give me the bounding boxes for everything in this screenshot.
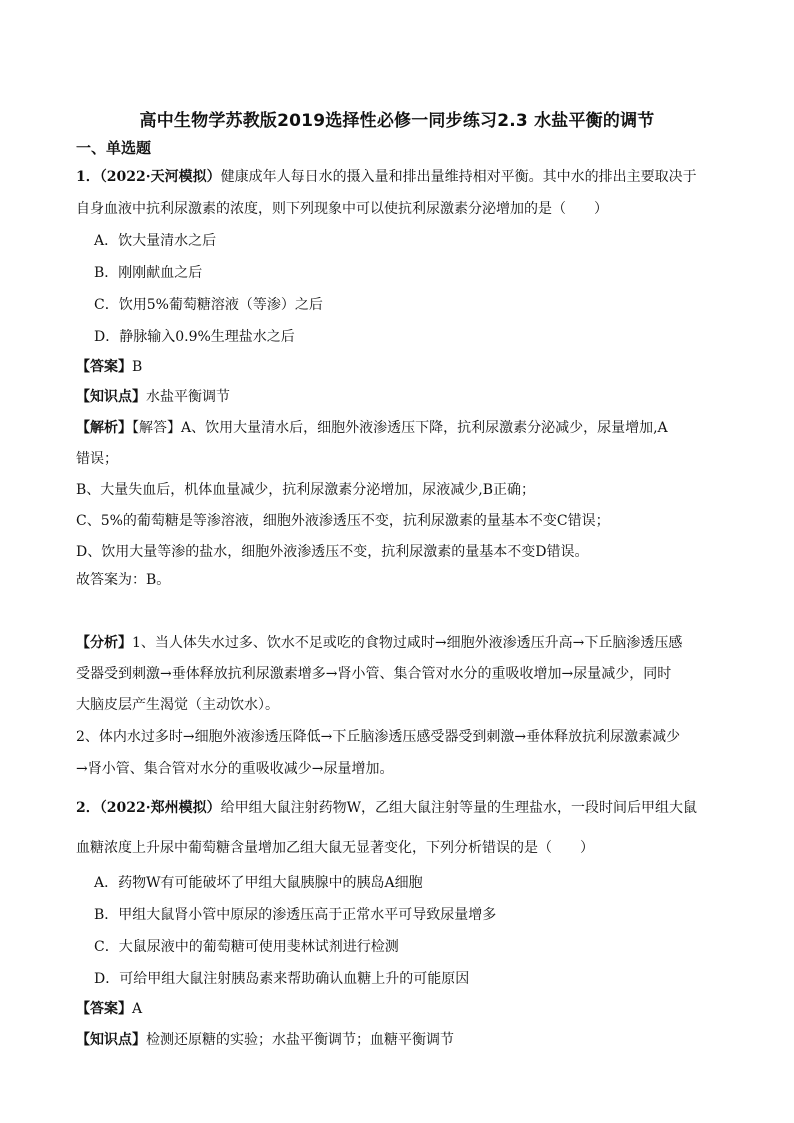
q2-answer-tag: 【答案】 xyxy=(76,1001,132,1017)
q1-stem-line2: 自身血液中抗利尿激素的浓度，则下列现象中可以使抗利尿激素分泌增加的是（ ） xyxy=(76,201,608,217)
q1-number: 1． xyxy=(76,169,100,185)
q1-option-d: D．静脉输入0.9%生理盐水之后 xyxy=(94,329,295,345)
q1-option-b: B．刚刚献血之后 xyxy=(94,265,203,281)
q2-option-c: C．大鼠尿液中的葡萄糖可使用斐林试剂进行检测 xyxy=(94,939,399,955)
q1-stem-line1 xyxy=(76,166,697,186)
q1-analysis-line3: B、大量失血后，机体血量减少，抗利尿激素分泌增加，尿液减少,B正确； xyxy=(76,482,536,498)
q2-answer: A xyxy=(132,1001,143,1017)
q1-knowledge-tag: 【知识点】 xyxy=(76,389,146,405)
q1-analysis-tag: 【解析】 xyxy=(76,420,132,436)
q1-fenxi-line3: 大脑皮层产生渴觉（主动饮水）。 xyxy=(76,697,279,713)
q1-source: （2022·天河模拟） xyxy=(99,169,221,185)
q1-analysis-line5: D、饮用大量等渗的盐水，细胞外液渗透压不变，抗利尿激素的量基本不变D错误。 xyxy=(76,544,589,560)
q1-analysis-line4: C、5%的葡萄糖是等渗溶液，细胞外液渗透压不变，抗利尿激素的量基本不变C错误； xyxy=(76,513,610,529)
q1-analysis-line6: 故答案为：B。 xyxy=(76,572,171,588)
q1-answer-tag: 【答案】 xyxy=(76,359,132,375)
q1-fenxi-tag: 【分析】 xyxy=(76,635,132,651)
section-header: 一、单选题 xyxy=(76,139,152,157)
q2-option-d: D．可给甲组大鼠注射胰岛素来帮助确认血糖上升的可能原因 xyxy=(94,971,470,987)
q1-fenxi-line1 xyxy=(76,632,682,652)
q1-fenxi-line4: 2、体内水过多时→细胞外液渗透压降低→下丘脑渗透压感受器受到刺激→垂体释放抗利尿激素减少 xyxy=(76,729,681,745)
q2-option-b: B．甲组大鼠肾小管中原尿的渗透压高于正常水平可导致尿量增多 xyxy=(94,907,497,923)
q1-knowledge: 水盐平衡调节 xyxy=(146,389,230,405)
q1-stem-text1: 健康成年人每日水的摄入量和排出量维持相对平衡。其中水的排出主要取决于 xyxy=(220,169,697,185)
q2-stem-line1 xyxy=(76,797,697,817)
document-title: 高中生物学苏教版2019选择性必修一同步练习2.3 水盐平衡的调节 xyxy=(139,111,655,131)
q1-knowledge-line xyxy=(76,386,230,406)
q1-analysis-line1 xyxy=(76,417,668,437)
q1-analysis-line2: 错误； xyxy=(76,451,118,467)
q1-analysis-text1: 【解答】A、饮用大量清水后，细胞外液渗透压下降，抗利尿激素分泌减少，尿量增加,A xyxy=(132,420,668,436)
q2-stem-text1: 给甲组大鼠注射药物W，乙组大鼠注射等量的生理盐水，一段时间后甲组大鼠 xyxy=(220,800,697,816)
q1-answer: B xyxy=(132,359,143,375)
q1-option-a: A．饮大量清水之后 xyxy=(94,233,217,249)
q2-option-a: A．药物W有可能破坏了甲组大鼠胰腺中的胰岛A细胞 xyxy=(94,875,423,891)
q1-answer-line xyxy=(76,356,142,376)
q2-knowledge-line xyxy=(76,1029,454,1049)
q1-fenxi-line5: →肾小管、集合管对水分的重吸收减少→尿量增加。 xyxy=(76,761,394,777)
q2-stem-line2: 血糖浓度上升尿中葡萄糖含量增加乙组大鼠无显著变化，下列分析错误的是（ ） xyxy=(76,840,594,856)
q1-option-c: C．饮用5%葡萄糖溶液（等渗）之后 xyxy=(94,297,323,313)
q2-knowledge-tag: 【知识点】 xyxy=(76,1032,146,1048)
q2-answer-line xyxy=(76,998,142,1018)
q2-number: 2． xyxy=(76,800,100,816)
q1-fenxi-text1: 1、当人体失水过多、饮水不足或吃的食物过咸时→细胞外液渗透压升高→下丘脑渗透压感 xyxy=(132,635,683,651)
q1-fenxi-line2: 受器受到刺激→垂体释放抗利尿激素增多→肾小管、集合管对水分的重吸收增加→尿量减少，同时 xyxy=(76,666,672,682)
q2-knowledge: 检测还原糖的实验；水盐平衡调节；血糖平衡调节 xyxy=(146,1032,454,1048)
q2-source: （2022·郑州模拟） xyxy=(99,800,221,816)
